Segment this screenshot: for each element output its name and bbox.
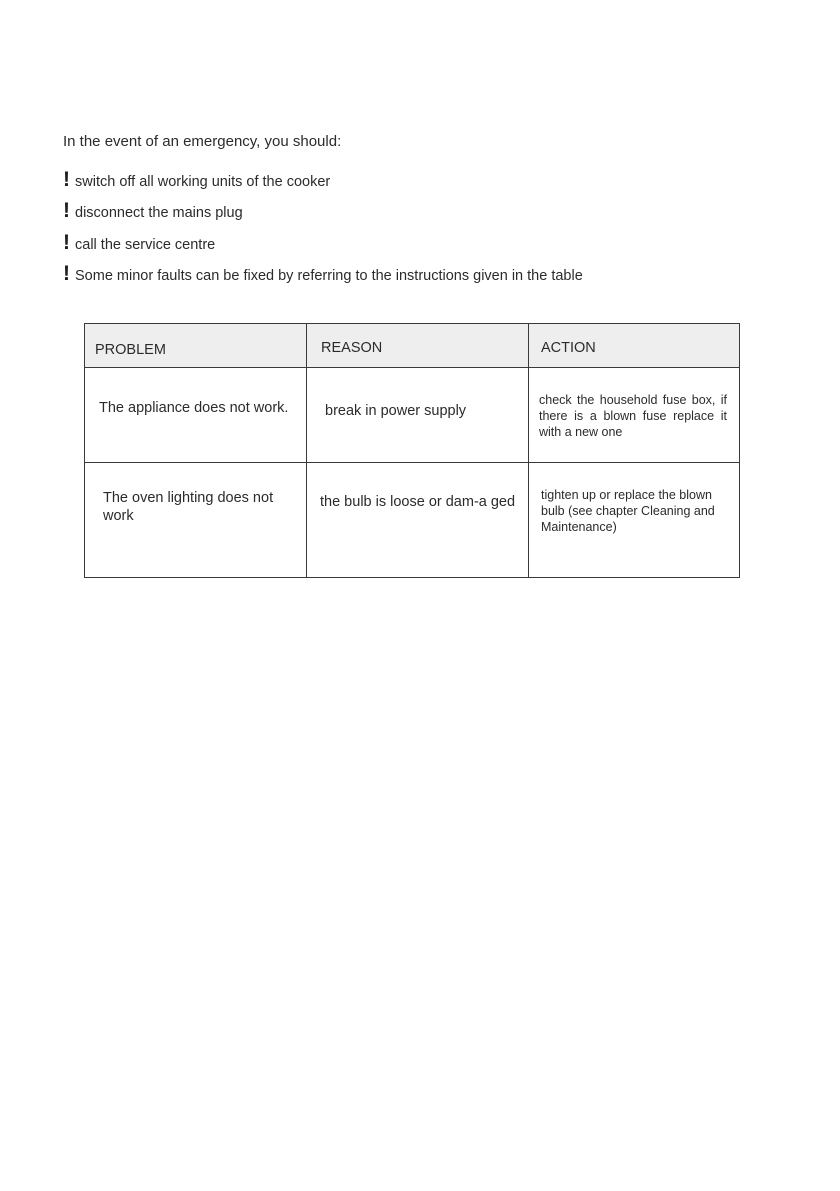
step-text: call the service centre <box>75 236 216 253</box>
emergency-intro: In the event of an emergency, you should: <box>63 133 342 150</box>
exclamation-icon: ! <box>63 230 70 254</box>
step-text: Some minor faults can be fixed by referring to the instructions given in the table <box>75 268 583 284</box>
action-cell: tighten up or replace the blown bulb (see chapter Cleaning and Maintenance) <box>529 463 740 578</box>
list-item <box>63 223 583 255</box>
exclamation-icon: ! <box>63 199 70 222</box>
problem-cell: The oven lighting does not work <box>85 463 307 578</box>
table-header-row <box>85 324 740 368</box>
header-reason: REASON <box>307 324 529 368</box>
header-action: ACTION <box>529 324 740 368</box>
table-row <box>85 368 740 463</box>
list-item <box>63 160 583 192</box>
reason-cell: break in power supply <box>307 368 529 463</box>
step-text: switch off all working units of the cooker <box>75 173 331 190</box>
step-text: disconnect the mains plug <box>75 205 243 221</box>
reason-cell: the bulb is loose or dam-a ged <box>307 463 529 578</box>
exclamation-icon: ! <box>63 262 70 285</box>
list-item <box>63 192 583 224</box>
header-problem: PROBLEM <box>85 324 307 368</box>
troubleshooting-table <box>84 323 740 578</box>
table-row <box>85 463 740 578</box>
problem-cell: The appliance does not work. <box>85 368 307 463</box>
action-cell: check the household fuse box, if there is a blown fuse replace it with a new one <box>529 368 740 463</box>
exclamation-icon: ! <box>63 167 70 191</box>
list-item <box>63 255 583 287</box>
emergency-steps-list <box>63 160 583 286</box>
